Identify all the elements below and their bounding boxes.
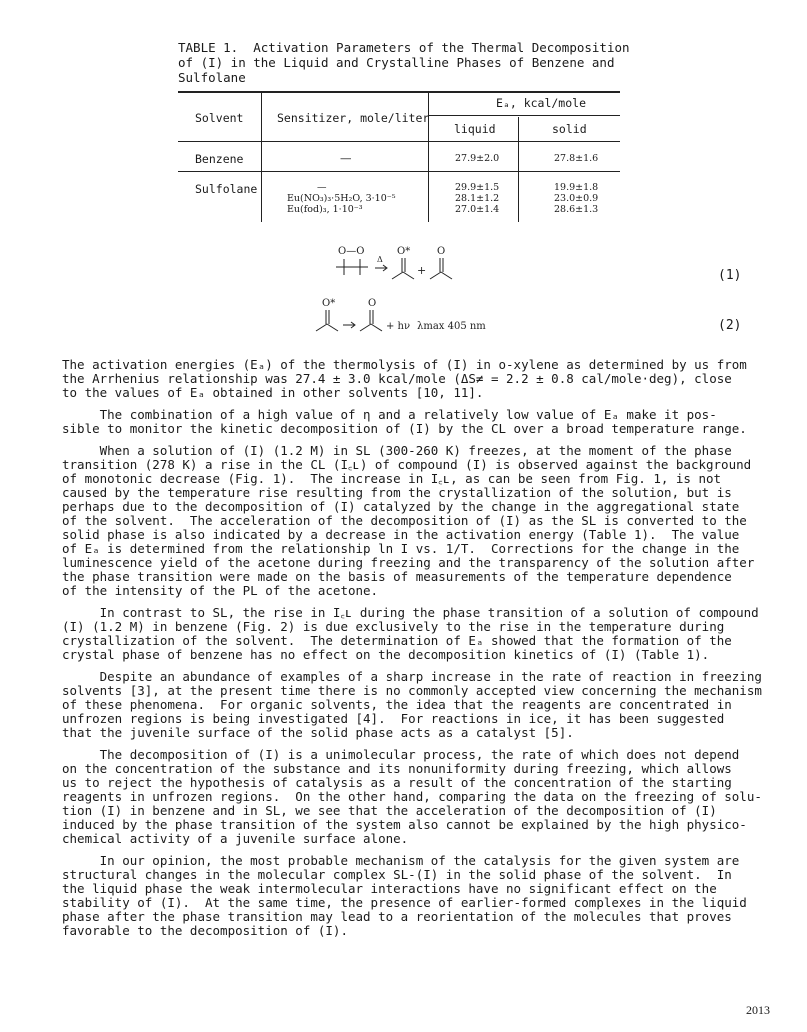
paragraph xyxy=(62,443,755,598)
header-sensitizer: Sensitizer, mole/liter xyxy=(277,111,430,125)
header-solvent: Solvent xyxy=(195,111,244,125)
page-number: 2013 xyxy=(746,1003,770,1017)
text-line: (I) (1.2 M) in benzene (Fig. 2) is due exclusively to the rise in the temperature during xyxy=(62,619,725,634)
row-sulfolane-solvent: Sulfolane xyxy=(195,182,258,196)
text-line: that the juvenile surface of the solid phase acts as a catalyst [5]. xyxy=(62,725,574,740)
text-line: reagents in unfrozen regions. On the other hand, comparing the data on the freezing of solu- xyxy=(62,789,762,804)
text-line: us to reject the hypothesis of catalysis as a result of the concentration of the starting xyxy=(62,775,732,790)
text-line: the Arrhenius relationship was 27.4 ± 3.0 kcal/mole (ΔS≠ = 2.2 ± 0.8 cal/mole·deg), close xyxy=(62,371,732,386)
row-sulfolane-sensitizer-1: — xyxy=(317,182,327,193)
svg-text:+: + xyxy=(417,264,427,277)
text-line: The decomposition of (I) is a unimolecular process, the rate of which does not depend xyxy=(62,747,740,762)
text-line: luminescence yield of the acetone during freezing and the transparency of the solution after xyxy=(62,555,755,570)
ground-label: O xyxy=(368,298,377,309)
row-sulfolane-sensitizer-3: Eu(fod)₃, 1·10⁻³ xyxy=(287,204,363,215)
text-line: In our opinion, the most probable mechanism of the catalysis for the given system are xyxy=(62,853,740,868)
body-text xyxy=(62,357,762,946)
text-line: to the values of Eₐ obtained in other solvents [10, 11]. xyxy=(62,385,484,400)
lambda-max: λmax 405 nm xyxy=(417,321,486,332)
text-line: transition (278 K) a rise in the CL (I꜀ʟ) of compound (I) is observed against the background xyxy=(62,457,752,472)
row-benzene-sensitizer: — xyxy=(340,151,352,165)
text-line: chemical activity of a juvenile surface alone. xyxy=(62,831,409,846)
activation-parameters-table xyxy=(178,91,620,221)
text-line: unfrozen regions is being investigated [4]. For reactions in ice, it has been suggested xyxy=(62,711,725,726)
text-line: caused by the temperature rise resulting from the crystallization of the solution, but is xyxy=(62,485,732,500)
text-line: of Eₐ is determined from the relationship ln I vs. 1/T. Corrections for the change in the xyxy=(62,541,740,556)
text-line: When a solution of (I) (1.2 M) in SL (300-260 K) freezes, at the moment of the phase xyxy=(62,443,732,458)
paragraph xyxy=(62,669,762,740)
header-liquid: liquid xyxy=(454,122,496,136)
paragraph xyxy=(62,408,752,436)
row-sulfolane-solid-2: 23.0±0.9 xyxy=(554,193,599,204)
paragraph xyxy=(62,747,762,846)
text-line: tion (I) in benzene and in SL, we see that the acceleration of the decomposition of (I) xyxy=(62,803,717,818)
text-line: sible to monitor the kinetic decomposition of (I) by the CL over a broad temperature range. xyxy=(62,421,747,436)
text-line: induced by the phase transition of the system also cannot be explained by the high physico- xyxy=(62,817,747,832)
excited-label: O* xyxy=(322,298,336,309)
carbonyl-label: O xyxy=(437,246,446,257)
reaction-scheme-1 xyxy=(330,244,470,290)
row-benzene-solvent: Benzene xyxy=(195,152,244,166)
row-sulfolane-sensitizer-2: Eu(NO₃)₃·5H₂O, 3·10⁻⁵ xyxy=(287,193,396,204)
text-line: crystallization of the solvent. The determination of Eₐ showed that the formation of the xyxy=(62,633,732,648)
paragraph xyxy=(62,605,759,662)
equation-number-1: (1) xyxy=(718,268,742,283)
text-line: of the solvent. The acceleration of the decomposition of (I) as the SL is converted to the xyxy=(62,513,747,528)
text-line: the liquid phase the weak intermolecular interactions have no significant effect on the xyxy=(62,881,717,896)
header-bottom-rule xyxy=(178,141,620,142)
header-ea: Eₐ, kcal/mole xyxy=(496,96,587,110)
table-top-rule xyxy=(178,91,620,93)
text-line: Despite an abundance of examples of a sharp increase in the rate of reaction in freezing xyxy=(62,669,762,684)
text-line: the phase transition were made on the basis of measurements of the temperature dependence xyxy=(62,569,732,584)
text-line: crystal phase of benzene has no effect on the decomposition kinetics of (I) (Table 1). xyxy=(62,647,710,662)
table-caption xyxy=(178,40,638,85)
excited-carbonyl-label: O* xyxy=(397,246,411,257)
paragraph xyxy=(62,854,752,938)
text-line: stability of (I). At the same time, the presence of earlier-formed complexes in the liquid xyxy=(62,895,747,910)
caption-line: of (I) in the Liquid and Crystalline Phases of Benzene and xyxy=(178,55,615,70)
row-sulfolane-liquid-2: 28.1±1.2 xyxy=(455,193,500,204)
caption-line: Sulfolane xyxy=(178,70,246,85)
text-line: solid phase is also indicated by a decrease in the activation energy (Table 1). The value xyxy=(62,527,740,542)
row-benzene-liquid: 27.9±2.0 xyxy=(455,153,500,164)
row-sulfolane-solid-3: 28.6±1.3 xyxy=(554,204,599,215)
equation-number-2: (2) xyxy=(718,318,742,333)
text-line: favorable to the decomposition of (I). xyxy=(62,923,348,938)
text-line: structural changes in the molecular complex SL-(I) in the solid phase of the solvent. In xyxy=(62,867,732,882)
column-divider xyxy=(518,117,519,222)
column-divider xyxy=(261,91,262,222)
row-sulfolane-solid-1: 19.9±1.8 xyxy=(554,182,599,193)
text-line: The combination of a high value of η and a relatively low value of Eₐ make it pos- xyxy=(62,407,717,422)
row-sulfolane-liquid-3: 27.0±1.4 xyxy=(455,204,500,215)
text-line: solvents [3], at the present time there is no commonly accepted view concerning the mechanism xyxy=(62,683,762,698)
text-line: perhaps due to the decomposition of (I) catalyzed by the change in the aggregational state xyxy=(62,499,740,514)
caption-line: TABLE 1. Activation Parameters of the Thermal Decomposition xyxy=(178,40,630,55)
reaction-scheme-2 xyxy=(312,298,502,342)
text-line: of the intensity of the PL of the acetone. xyxy=(62,583,379,598)
photon-term: + hν xyxy=(386,321,411,332)
row-benzene-solid: 27.8±1.6 xyxy=(554,153,599,164)
text-line: on the concentration of the substance and its nonuniformity during freezing, which allows xyxy=(62,761,732,776)
text-line: of these phenomena. For organic solvents, the idea that the reagents are concentrated in xyxy=(62,697,732,712)
text-line: of monotonic decrease (Fig. 1). The increase in I꜀ʟ, as can be seen from Fig. 1, is not xyxy=(62,471,722,486)
row-sulfolane-liquid-1: 29.9±1.5 xyxy=(455,182,500,193)
text-line: In contrast to SL, the rise in I꜀ʟ during the phase transition of a solution of compound xyxy=(62,605,759,620)
text-line: The activation energies (Eₐ) of the thermolysis of (I) in o-xylene as determined by us from xyxy=(62,357,747,372)
paragraph xyxy=(62,358,752,400)
ea-subheader-rule xyxy=(428,115,620,116)
peroxide-label: O—O xyxy=(338,246,365,257)
row-divider-rule xyxy=(178,171,620,172)
header-solid: solid xyxy=(552,122,587,136)
text-line: phase after the phase transition may lead to a reorientation of the molecules that proves xyxy=(62,909,732,924)
delta-symbol: Δ xyxy=(377,255,383,264)
